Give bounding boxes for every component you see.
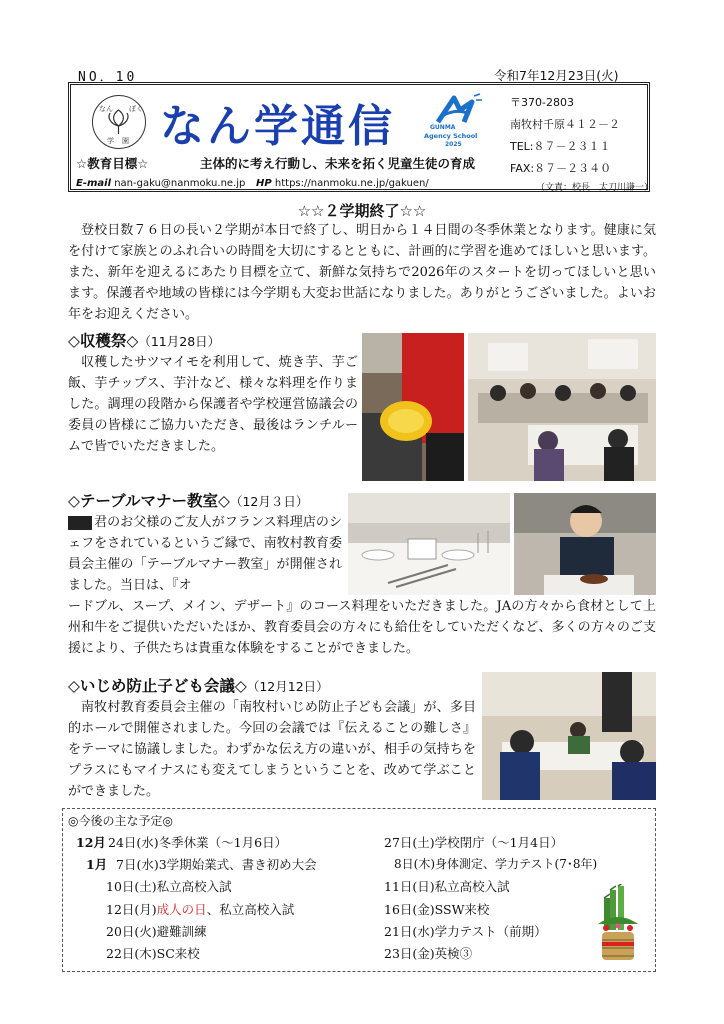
schedule-event: 3学期始業式、書き初め大会 — [158, 857, 317, 872]
schedule-event: 英検③ — [434, 946, 473, 961]
schedule-date: 16日(金) — [384, 902, 435, 917]
seal-char-1: なん — [99, 105, 113, 113]
issue-date: 令和7年12月23日(火) — [494, 68, 619, 83]
schedule-month-jan: 1月 — [86, 857, 108, 872]
anti-bullying-heading — [68, 674, 329, 696]
email-row — [76, 178, 245, 189]
harvest-festival-heading — [68, 329, 220, 351]
logo-text-1: GUNMA — [430, 124, 456, 131]
harvest-festival-title: ◇収穫祭◇ — [68, 332, 139, 350]
seal-char-2: ぼく — [129, 105, 143, 113]
school-address: 南牧村千原４１２－２ — [510, 118, 620, 131]
schedule-event: SSW来校 — [434, 902, 490, 917]
anti-bullying-date: （12月12日） — [246, 679, 329, 694]
schedule-date: 8日(木) — [394, 857, 435, 871]
newsletter-title: なん学通信 — [160, 101, 395, 152]
schedule-item — [106, 944, 200, 962]
photo-table-setting — [348, 493, 510, 595]
homepage-label: HP — [256, 178, 272, 189]
term-end-headline: ☆☆２学期終了☆☆ — [297, 202, 427, 220]
education-goal-text: 主体的に考え行動し、未来を拓く児童生徒の育成 — [200, 156, 476, 171]
photo-children-meeting — [482, 672, 656, 800]
school-fax: FAX:８７－２３４０ — [510, 162, 612, 175]
schedule-item — [384, 922, 547, 940]
schedule-item — [106, 922, 207, 940]
schedule-item — [384, 944, 472, 962]
schedule-item — [384, 833, 563, 851]
school-tel: TEL:８７－２３１１ — [510, 140, 611, 153]
photo-sweet-potato-dish — [362, 333, 464, 481]
schedule-event: 学力テスト（前期） — [434, 924, 547, 939]
schedule-date: 11日(日) — [384, 879, 435, 894]
author-credit: （文責：校長 太刀川謙一） — [536, 183, 654, 193]
schedule-date: 20日(火) — [106, 924, 157, 939]
schedule-event: 、私立高校入試 — [206, 902, 295, 917]
schedule-date: 23日(金) — [384, 946, 435, 961]
schedule-event: 学校閉庁（～1月4日） — [434, 835, 564, 850]
email-link[interactable]: nan-gaku@nanmoku.ne.jp — [114, 178, 246, 189]
table-manners-text-top: 君のお父様のご友人がフランス料理店のシェフをされているというご縁で、南牧村教育委員会主催の「テーブルマナー教室」が開催されました。当日は、『オ — [68, 515, 342, 593]
anti-bullying-title: ◇いじめ防止子ども会議◇ — [68, 677, 247, 695]
schedule-item — [384, 877, 510, 895]
homepage-row — [256, 178, 429, 189]
education-goal-label: ☆教育目標☆ — [76, 156, 149, 171]
postal-code: 〒370-2803 — [510, 96, 574, 109]
photo-student-dining — [514, 493, 656, 595]
issue-number: NO．10 — [78, 70, 138, 85]
table-manners-text-bottom: ードブル、スープ、メイン、デザート』のコース料理をいただきました。JAの方々から食材として上州和牛をご提供いただいたほか、教育委員会の方々にも給仕をしていただくなど、多くの方々のご支援により、子供たちは貴重な体験をすることができました。 — [68, 599, 656, 656]
term-end-text: 登校日数７６日の長い２学期が本日で終了し、明日から１４日間の冬季休業となります。健康に気を付けて家族とのふれ合いの時間を大切にするとともに、計画的に学習を進めてほしいと思います。また、新年を迎えるにあたり目標を立て、新鮮な気持ちで2026年のスタートを切ってほしいと思います。保護者や地域の皆様には今学期も大変お世話になりました。ありがとうございました。よいお年をお迎えください。 — [68, 223, 656, 322]
school-seal-icon — [92, 95, 146, 149]
table-manners-heading — [68, 489, 308, 511]
schedule-item — [106, 900, 294, 918]
table-manners-title: ◇テーブルマナー教室◇ — [68, 492, 230, 510]
schedule-item — [106, 877, 232, 895]
schedule-event: 避難訓練 — [156, 924, 207, 939]
schedule-heading: ◎今後の主な予定◎ — [68, 814, 173, 828]
name-redaction-bar — [68, 516, 92, 530]
schedule-date: 7日(水) — [116, 857, 159, 872]
schedule-date: 24日(水) — [108, 835, 159, 850]
schedule-item — [394, 855, 597, 872]
schedule-event: SC来校 — [156, 946, 200, 961]
schedule-month-dec: 12月 — [76, 835, 106, 850]
seal-char-3: 学 — [107, 137, 114, 145]
email-label: E-mail — [76, 178, 112, 189]
schedule-event: 身体測定、学力テスト(7･8年) — [435, 857, 598, 871]
schedule-event: 私立高校入試 — [156, 879, 232, 894]
schedule-date: 27日(土) — [384, 835, 435, 850]
schedule-event: 私立高校入試 — [434, 879, 510, 894]
schedule-holiday: 成人の日 — [156, 902, 207, 917]
harvest-festival-date: （11月28日） — [138, 334, 221, 349]
table-manners-date: （12月３日） — [229, 494, 309, 509]
harvest-festival-text: 収穫したサツマイモを利用して、焼き芋、芋ご飯、芋チップス、芋汁など、様々な料理を作りました。調理の段階から保護者や学校運営協議会の委員の皆様にご協力いただき、最後はランチルームで皆でいただきました。 — [68, 355, 358, 454]
schedule-date: 22日(木) — [106, 946, 157, 961]
seal-char-4: 園 — [122, 137, 129, 145]
schedule-date: 12日(月) — [106, 902, 157, 917]
kadomatsu-icon — [596, 884, 640, 964]
schedule-event: 冬季休業（～1月6日） — [158, 835, 288, 850]
photo-lunch-room — [468, 333, 656, 481]
logo-text-3: 2025 — [445, 141, 462, 148]
homepage-link[interactable]: https://nanmoku.ne.jp/gakuen/ — [274, 178, 429, 189]
schedule-date: 10日(土) — [106, 879, 157, 894]
schedule-item — [116, 855, 317, 873]
schedule-date: 21日(水) — [384, 924, 435, 939]
schedule-item — [108, 833, 287, 851]
logo-text-2: Agency School — [424, 132, 478, 140]
anti-bullying-text: 南牧村教育委員会主催の「南牧村いじめ防止子ども会議」が、多目的ホールで開催されました。今回の会議では『伝えることの難しさ』をテーマに協議しました。わずかな伝え方の違いが、相手の気持ちをプラスにもマイナスにも変えてしまうということを、改めて学ぶことができました。 — [68, 700, 476, 799]
schedule-item — [384, 900, 489, 918]
